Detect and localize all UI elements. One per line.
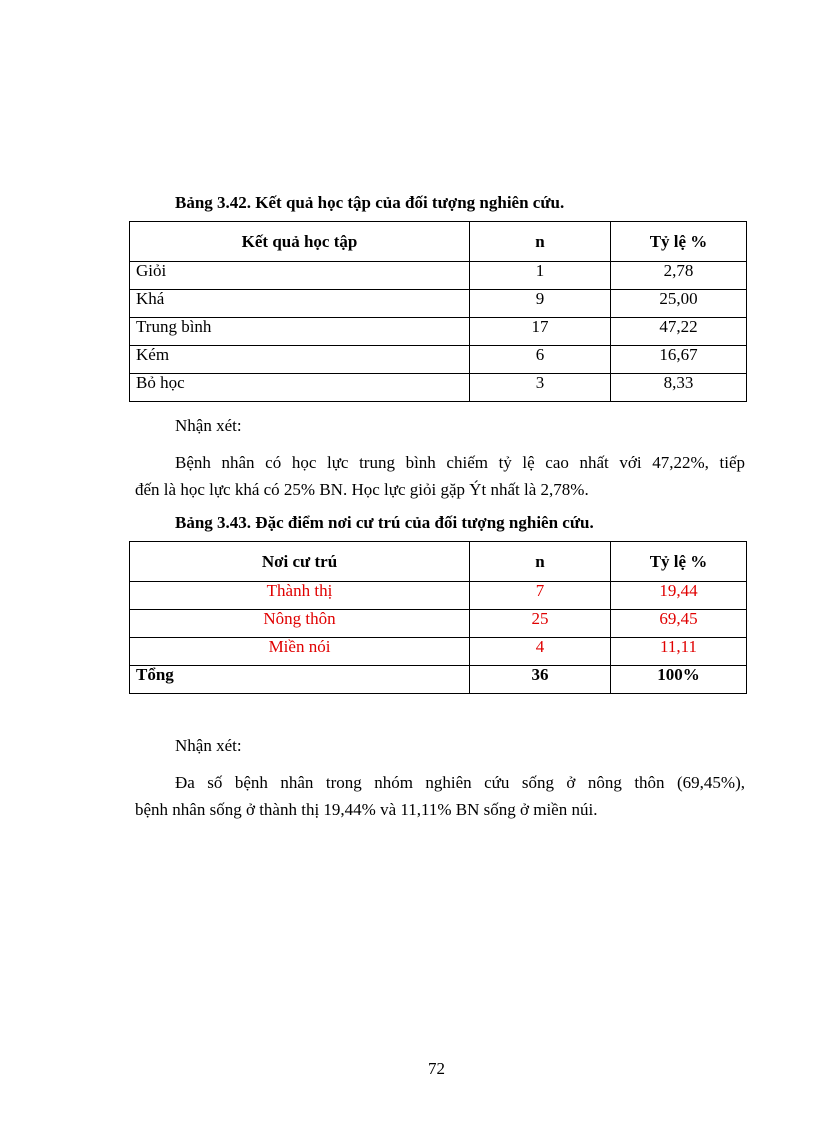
comment2-paragraph bbox=[135, 769, 745, 823]
table-row bbox=[130, 374, 747, 402]
cell-percent: 8,33 bbox=[611, 374, 747, 402]
table2-header-n: n bbox=[470, 542, 611, 582]
table1-header-result: Kết quả học tập bbox=[130, 222, 470, 262]
cell-n: 9 bbox=[470, 290, 611, 318]
comment2-label: Nhận xét: bbox=[175, 736, 242, 755]
cell-label: Thành thị bbox=[130, 582, 470, 610]
cell-n: 7 bbox=[470, 582, 611, 610]
page-number: 72 bbox=[428, 1059, 445, 1078]
cell-n: 1 bbox=[470, 262, 611, 290]
table2-caption: Bảng 3.43. Đặc điểm nơi cư trú của đối tượng nghiên cứu. bbox=[175, 513, 594, 532]
comment1-label: Nhận xét: bbox=[175, 416, 242, 435]
cell-label: Miền nói bbox=[130, 638, 470, 666]
cell-percent: 2,78 bbox=[611, 262, 747, 290]
table1-caption: Bảng 3.42. Kết quả học tập của đối tượng nghiên cứu. bbox=[175, 193, 565, 212]
table-row bbox=[130, 346, 747, 374]
table2-total-row bbox=[130, 666, 747, 694]
cell-label: Giỏi bbox=[130, 262, 470, 290]
cell-n: 4 bbox=[470, 638, 611, 666]
comment1-paragraph bbox=[135, 449, 745, 503]
table2 bbox=[129, 541, 747, 694]
table2-header-percent: Tỷ lệ % bbox=[611, 542, 747, 582]
table2-header-row bbox=[130, 542, 747, 582]
total-percent: 100% bbox=[611, 666, 747, 694]
table-row bbox=[130, 318, 747, 346]
cell-percent: 47,22 bbox=[611, 318, 747, 346]
cell-n: 17 bbox=[470, 318, 611, 346]
cell-percent: 16,67 bbox=[611, 346, 747, 374]
cell-label: Bỏ học bbox=[130, 374, 470, 402]
table2-header-residence: Nơi cư trú bbox=[130, 542, 470, 582]
table-row bbox=[130, 610, 747, 638]
total-n: 36 bbox=[470, 666, 611, 694]
table-row bbox=[130, 582, 747, 610]
comment2-line1: Đa số bệnh nhân trong nhóm nghiên cứu sống ở nông thôn (69,45%), bbox=[175, 773, 745, 792]
comment2-line2: bệnh nhân sống ở thành thị 19,44% và 11,11% BN sống ở miền núi. bbox=[135, 800, 598, 819]
cell-n: 6 bbox=[470, 346, 611, 374]
table-row bbox=[130, 290, 747, 318]
table1-header-n: n bbox=[470, 222, 611, 262]
cell-label: Khá bbox=[130, 290, 470, 318]
table1 bbox=[129, 221, 747, 402]
table1-header-percent: Tỷ lệ % bbox=[611, 222, 747, 262]
total-label: Tổng bbox=[130, 666, 470, 694]
cell-percent: 11,11 bbox=[611, 638, 747, 666]
cell-percent: 69,45 bbox=[611, 610, 747, 638]
cell-percent: 25,00 bbox=[611, 290, 747, 318]
cell-n: 3 bbox=[470, 374, 611, 402]
cell-label: Trung bình bbox=[130, 318, 470, 346]
table-row bbox=[130, 262, 747, 290]
table-row bbox=[130, 638, 747, 666]
cell-percent: 19,44 bbox=[611, 582, 747, 610]
comment1-line1: Bệnh nhân có học lực trung bình chiếm tỷ lệ cao nhất với 47,22%, tiếp bbox=[175, 453, 745, 472]
comment1-line2: đến là học lực khá có 25% BN. Học lực giỏi gặp Ýt nhất là 2,78%. bbox=[135, 480, 589, 499]
cell-label: Nông thôn bbox=[130, 610, 470, 638]
table1-header-row bbox=[130, 222, 747, 262]
cell-label: Kém bbox=[130, 346, 470, 374]
cell-n: 25 bbox=[470, 610, 611, 638]
